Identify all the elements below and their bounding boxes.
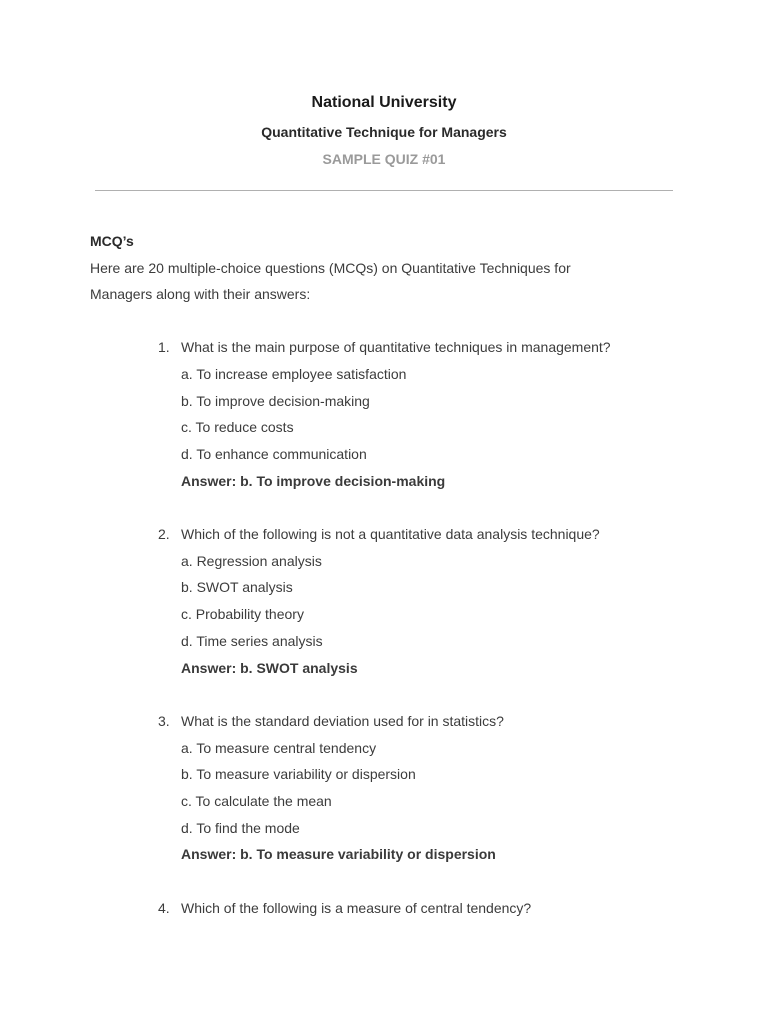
intro-line-2: Managers along with their answers: [90, 286, 311, 303]
section-heading: MCQ’s [90, 233, 134, 249]
option-b: b. SWOT analysis [181, 579, 293, 596]
university-title: National University [311, 94, 457, 111]
answer-text: Answer: b. SWOT analysis [181, 659, 358, 676]
question-number: 4. [158, 899, 170, 916]
question-text: Which of the following is not a quantitative data analysis technique? [181, 526, 600, 543]
option-a: a. Regression analysis [181, 552, 322, 569]
option-a: a. To increase employee satisfaction [181, 365, 407, 382]
question-text: What is the standard deviation used for in statistics? [181, 712, 504, 729]
document-body [90, 228, 680, 948]
option-d: d. Time series analysis [181, 632, 323, 649]
quiz-title: SAMPLE QUIZ #01 [322, 151, 446, 167]
question-item-4 [90, 895, 680, 922]
option-d: d. To enhance communication [181, 445, 367, 462]
answer-text: Answer: b. To improve decision-making [181, 472, 446, 489]
option-c: c. Probability theory [181, 606, 304, 623]
question-list [90, 334, 680, 921]
question-number: 1. [158, 339, 170, 356]
question-number: 2. [158, 526, 170, 543]
option-b: b. To measure variability or dispersion [181, 766, 416, 783]
course-title: Quantitative Technique for Managers [261, 124, 507, 140]
option-c: c. To reduce costs [181, 419, 294, 436]
option-b: b. To improve decision-making [181, 392, 370, 409]
document-header [0, 92, 768, 169]
header-divider [95, 190, 673, 191]
question-text: Which of the following is a measure of central tendency? [181, 899, 532, 916]
question-text: What is the main purpose of quantitative techniques in management? [181, 339, 611, 356]
question-item-3 [90, 708, 680, 868]
intro-paragraph [90, 255, 680, 308]
question-item-1 [90, 334, 680, 494]
intro-line-1: Here are 20 multiple-choice questions (MCQs) on Quantitative Techniques for [90, 259, 571, 276]
option-c: c. To calculate the mean [181, 793, 332, 810]
option-d: d. To find the mode [181, 819, 300, 836]
question-number: 3. [158, 712, 170, 729]
question-item-2 [90, 521, 680, 681]
option-a: a. To measure central tendency [181, 739, 377, 756]
answer-text: Answer: b. To measure variability or dispersion [181, 846, 496, 863]
